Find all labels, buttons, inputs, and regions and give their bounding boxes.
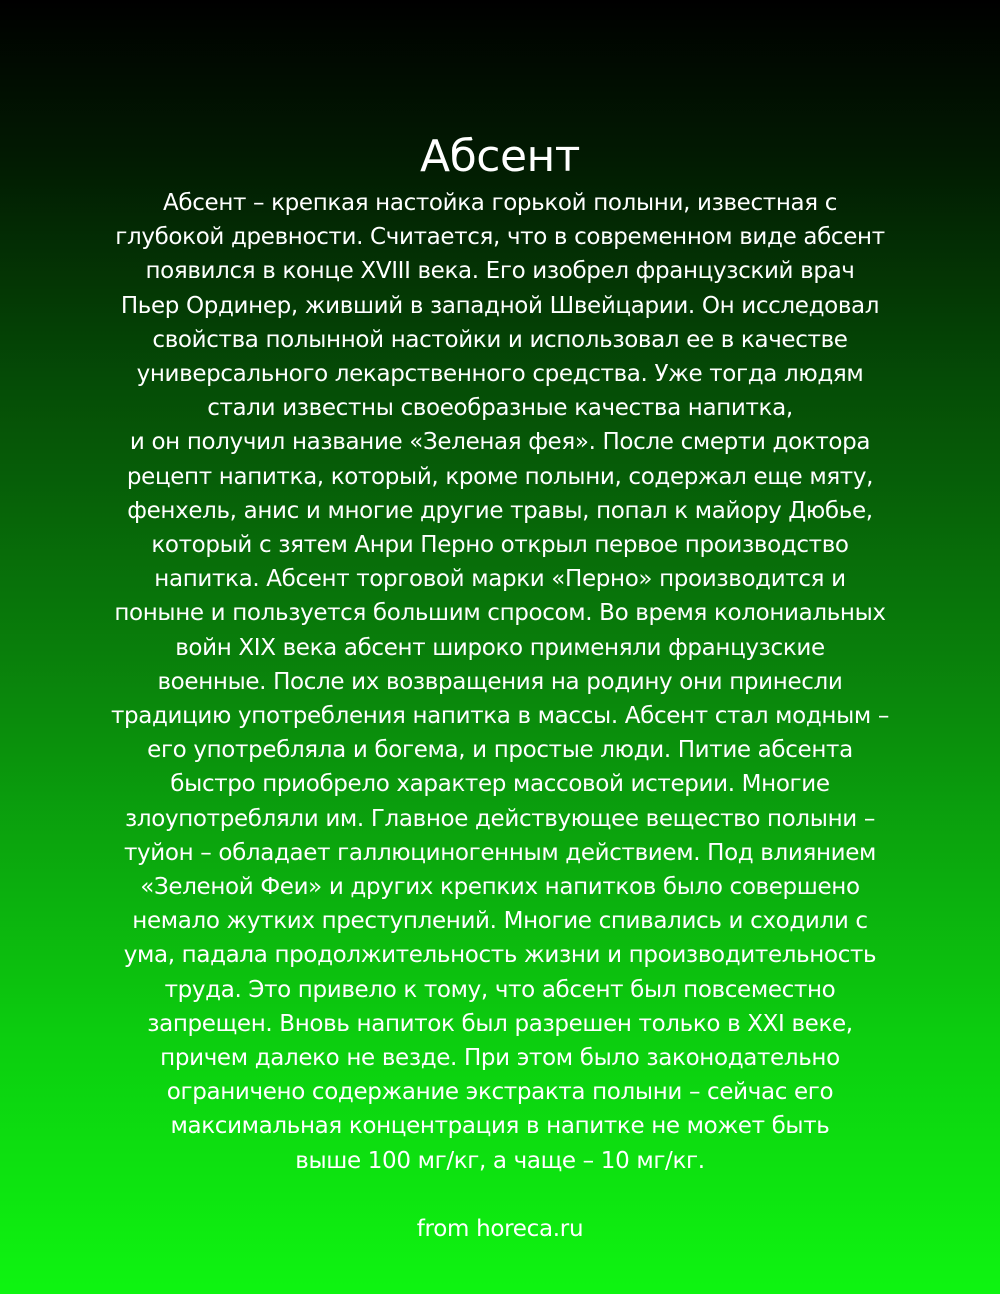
text-line: свойства полынной настойки и использовал ее в качестве <box>152 326 848 353</box>
text-line: максимальная концентрация в напитке не может быть <box>170 1113 830 1140</box>
text-line: «Зеленой Феи» и других крепких напитков было совершено <box>140 874 860 901</box>
text-line: фенхель, анис и многие другие травы, попал к майору Дюбье, <box>127 497 873 524</box>
text-line: войн XIX века абсент широко применяли французские <box>175 634 825 661</box>
text-line: глубокой древности. Считается, что в современном виде абсент <box>115 224 885 251</box>
text-line: туйон – обладает галлюциногенным действием. Под влиянием <box>123 839 877 866</box>
text-line: рецепт напитка, который, кроме полыни, содержал еще мяту, <box>126 463 874 490</box>
text-line: военные. После их возвращения на родину они принесли <box>157 668 843 695</box>
text-line: его употребляла и богема, и простые люди. Питие абсента <box>147 737 853 764</box>
article-body <box>40 186 960 1178</box>
text-line: ума, падала продолжительность жизни и производительность <box>123 942 877 969</box>
text-line: стали известны своеобразные качества напитка, <box>207 395 793 422</box>
page-title: Абсент <box>420 131 580 183</box>
text-line: универсального лекарственного средства. Уже тогда людям <box>136 361 864 388</box>
text-line: традицию употребления напитка в массы. Абсент стал модным – <box>110 703 890 730</box>
text-line: появился в конце XVIII века. Его изобрел французский врач <box>145 258 855 285</box>
text-line: ограничено содержание экстракта полыни – сейчас его <box>166 1079 834 1106</box>
text-line: который с зятем Анри Перно открыл первое производство <box>151 532 849 559</box>
text-line: труда. Это привело к тому, что абсент был повсеместно <box>164 976 836 1003</box>
text-line: выше 100 мг/кг, а чаще – 10 мг/кг. <box>295 1147 705 1174</box>
text-line: поныне и пользуется большим спросом. Во время колониальных <box>114 600 886 627</box>
text-line: запрещен. Вновь напиток был разрешен только в XXI веке, <box>147 1010 853 1037</box>
text-line: причем далеко не везде. При этом было законодательно <box>160 1045 840 1072</box>
text-line: напитка. Абсент торговой марки «Перно» производится и <box>154 566 846 593</box>
text-line: Пьер Ординер, живший в западной Швейцарии. Он исследовал <box>120 292 880 319</box>
text-line: злоупотребляли им. Главное действующее вещество полыни – <box>125 805 875 832</box>
text-line: Абсент – крепкая настойка горькой полыни, известная с <box>163 190 837 216</box>
text-line: и он получил название «Зеленая фея». После смерти доктора <box>129 429 871 456</box>
source-credit: from horeca.ru <box>416 1216 584 1242</box>
text-line: немало жутких преступлений. Многие спивались и сходили с <box>132 908 868 935</box>
text-line: быстро приобрело характер массовой истерии. Многие <box>170 771 830 798</box>
